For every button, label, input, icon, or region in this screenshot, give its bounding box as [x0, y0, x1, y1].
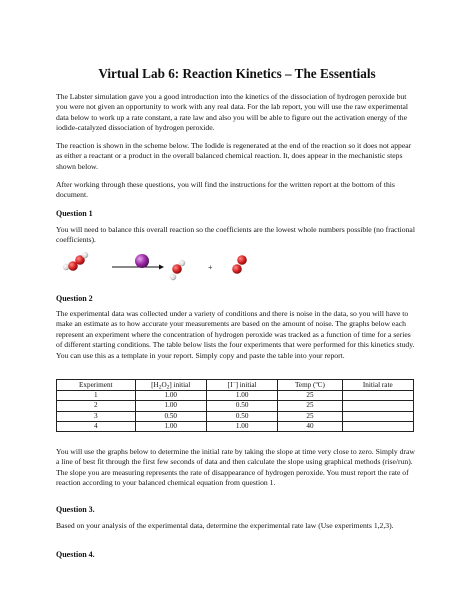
table-row	[57, 421, 414, 431]
cell-iodide: 1.00	[206, 421, 277, 431]
cell-h2o2: 1.00	[135, 401, 206, 411]
header-initial-rate: Initial rate	[342, 380, 413, 391]
cell-rate	[342, 421, 413, 431]
question2-heading: Question 2	[56, 294, 93, 303]
cell-rate	[342, 401, 413, 411]
question1-heading: Question 1	[56, 209, 93, 218]
header-experiment: Experiment	[57, 380, 136, 391]
table-header-row	[57, 380, 414, 391]
experiment-table	[56, 379, 414, 432]
plus-sign: +	[208, 263, 213, 272]
cell-temp: 25	[278, 391, 342, 401]
cell-iodide: 0.50	[206, 401, 277, 411]
cell-rate	[342, 411, 413, 421]
reaction-scheme	[56, 250, 256, 284]
table-row	[57, 401, 414, 411]
question2-text: The experimental data was collected under a variety of conditions and there is noise in the data, so you will have to make an estimate as to how accurate your measurements are based on the amount of noise. The graphs below each represent an experiment where the concentration of hydrogen peroxide was tracked as a function of time for a series of different starting conditions. The table below lists the four experiments that were performed for this kinetics study. You can use this as a template in your report. Simply copy and paste the table into your report.	[56, 309, 415, 360]
cell-h2o2: 1.00	[135, 421, 206, 431]
question3-heading: Question 3.	[56, 505, 95, 514]
reaction-note-paragraph: The reaction is shown in the scheme below. The Iodide is regenerated at the end of the reaction so it does not appear as either a reactant or a product in the overall balanced chemical reaction. It, does appear in the mechanistic steps shown below.	[56, 141, 412, 171]
cell-iodide: 0.50	[206, 411, 277, 421]
cell-experiment: 1	[57, 391, 136, 401]
cell-h2o2: 1.00	[135, 391, 206, 401]
cell-temp: 40	[278, 421, 342, 431]
cell-iodide: 1.00	[206, 391, 277, 401]
header-h2o2-initial: $[H_2O_2]$ initial	[135, 380, 206, 391]
graphs-note-paragraph: You will use the graphs below to determine the initial rate by taking the slope at time very close to zero. Simply draw a line of best fit through the first few seconds of data and then calculate the slope using graphical methods (rise/run). The slope you are measuring represents the rate of disappearance of hydrogen peroxide. You must report the rate of reaction according to your balanced chemical equation from question 1.	[56, 447, 415, 488]
intro-paragraph: The Labster simulation gave you a good introduction into the kinetics of the dissociation of hydrogen peroxide but you were not given an opportunity to work with any real data. For the lab report, you will use the raw experimental data below to work up a rate constant, a rate law and also you will be able to figure out the activation energy of the iodide-catalyzed dissociation of hydrogen peroxide.	[56, 92, 409, 133]
cell-rate	[342, 391, 413, 401]
water-molecule	[170, 260, 185, 280]
question4-heading: Question 4.	[56, 550, 95, 559]
iodide-ion	[135, 254, 149, 268]
table-row	[57, 391, 414, 401]
cell-experiment: 2	[57, 401, 136, 411]
oxygen-molecule	[232, 255, 247, 274]
table-row	[57, 411, 414, 421]
header-iodide-initial: [I−] initial	[206, 380, 277, 391]
hydrogen-peroxide-molecule	[63, 252, 88, 271]
cell-h2o2: 0.50	[135, 411, 206, 421]
after-note-paragraph: After working through these questions, you will find the instructions for the written report at the bottom of this document.	[56, 180, 395, 200]
document-title: Virtual Lab 6: Reaction Kinetics – The Essentials	[98, 66, 376, 81]
header-temp: Temp (ºC)	[278, 380, 342, 391]
question1-text: You will need to balance this overall reaction so the coefficients are the lowest whole numbers possible (no fractional coefficients).	[56, 225, 415, 245]
cell-experiment: 4	[57, 421, 136, 431]
cell-experiment: 3	[57, 411, 136, 421]
cell-temp: 25	[278, 411, 342, 421]
cell-temp: 25	[278, 401, 342, 411]
question3-text: Based on your analysis of the experimental data, determine the experimental rate law (Use experiments 1,2,3).	[56, 521, 394, 530]
